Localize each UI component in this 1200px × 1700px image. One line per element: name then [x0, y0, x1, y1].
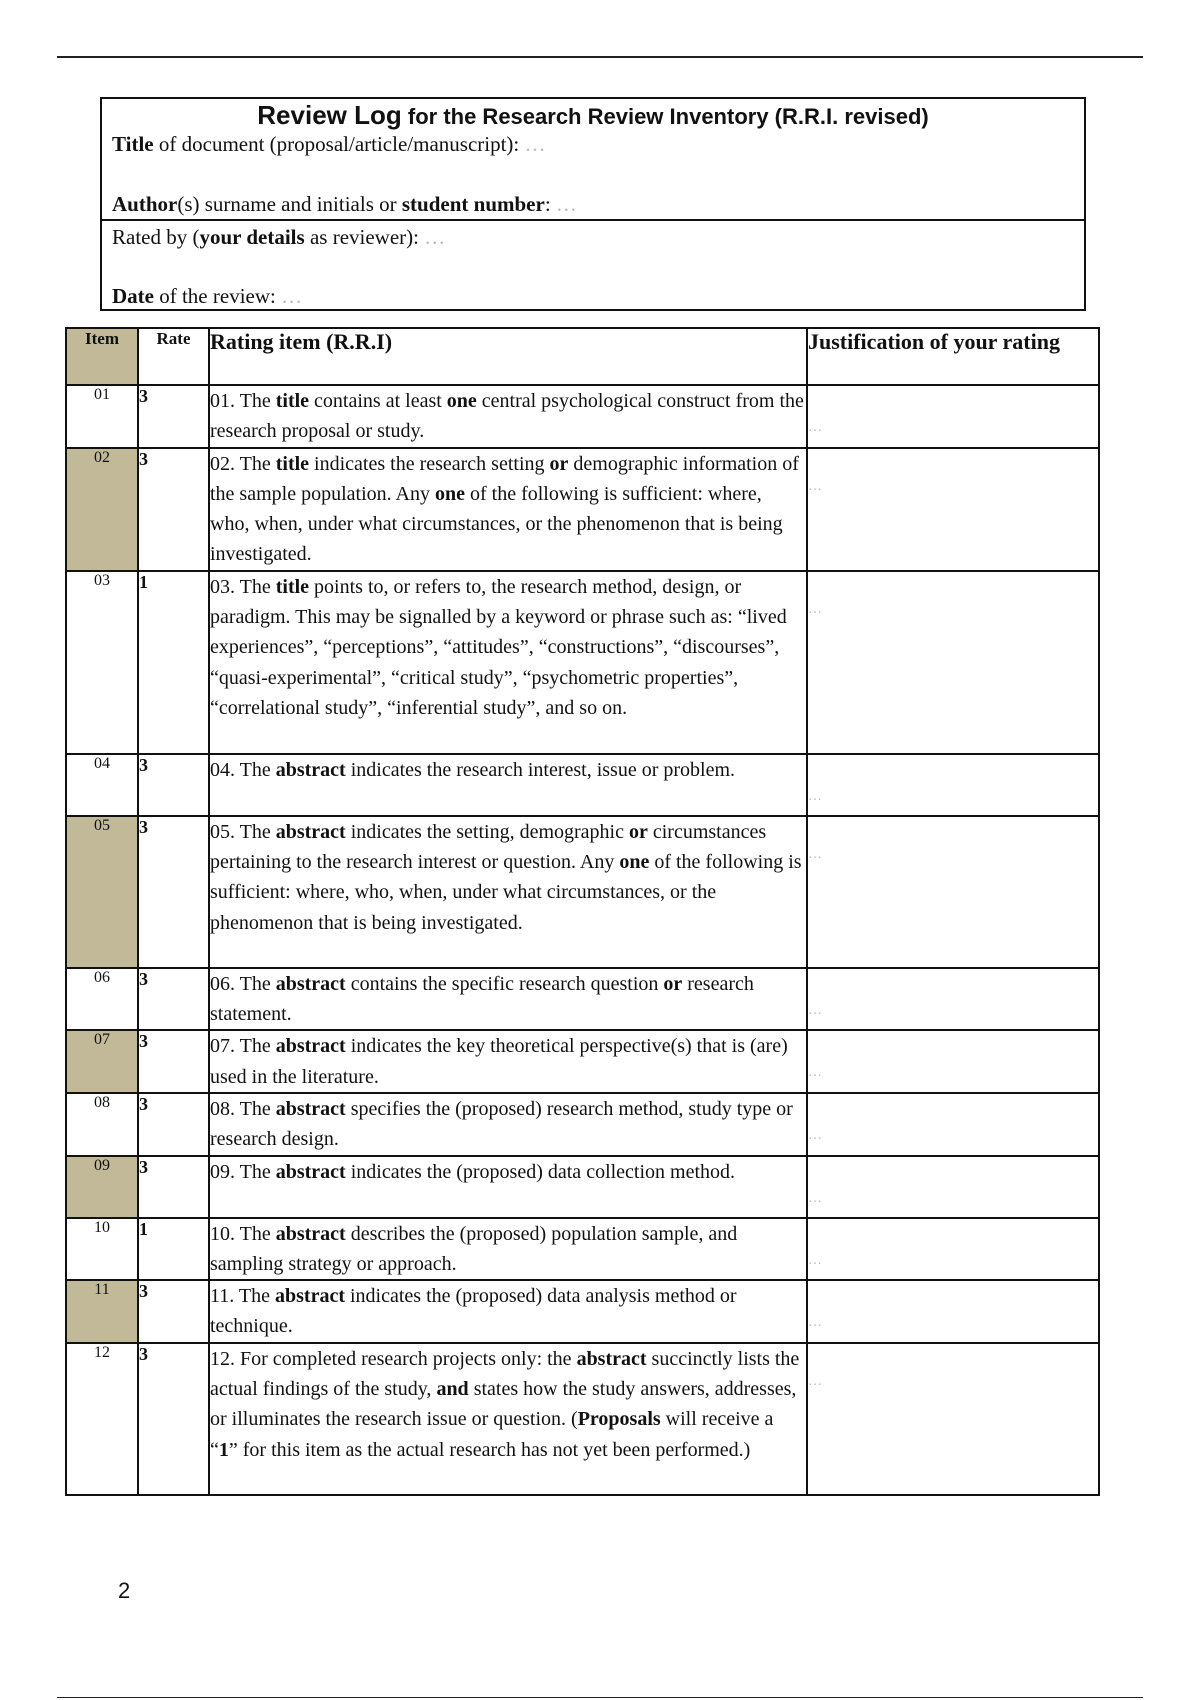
justification-placeholder: … [808, 478, 822, 494]
justification-cell[interactable] [807, 1343, 1099, 1495]
col-header-rating-item: Rating item (R.R.I) [209, 328, 807, 385]
rate-value[interactable]: 3 [138, 1093, 209, 1156]
title-main: Review Log [257, 100, 402, 130]
table-row [66, 816, 1099, 968]
justification-placeholder: … [808, 601, 822, 617]
rate-value[interactable]: 3 [138, 448, 209, 571]
item-number: 04 [66, 754, 138, 816]
justification-cell[interactable] [807, 385, 1099, 448]
justification-cell[interactable] [807, 754, 1099, 816]
justification-placeholder: … [808, 788, 822, 804]
justification-cell[interactable] [807, 571, 1099, 754]
justification-cell[interactable] [807, 1280, 1099, 1343]
rate-value[interactable]: 3 [138, 385, 209, 448]
justification-placeholder: … [808, 420, 822, 435]
rate-value[interactable]: 3 [138, 1030, 209, 1093]
justification-placeholder: … [808, 1190, 822, 1206]
table-row [66, 1218, 1099, 1281]
top-rule [57, 56, 1143, 58]
col-header-rate: Rate [138, 328, 209, 385]
table-row [66, 1156, 1099, 1218]
rating-item-text: 09. The abstract indicates the (proposed) data collection method. [209, 1156, 807, 1218]
table-row [66, 754, 1099, 816]
justification-cell[interactable] [807, 968, 1099, 1031]
table-header-row [66, 328, 1099, 385]
table-row [66, 1280, 1099, 1343]
justification-cell[interactable] [807, 1093, 1099, 1156]
item-number: 03 [66, 571, 138, 754]
rating-item-text: 02. The title indicates the research setting or demographic information of the sample population. Any one of the following is sufficient: where, who, when, under what circumstances, or the phenomenon that is being investigated. [209, 448, 807, 571]
justification-cell[interactable] [807, 816, 1099, 968]
review-log-header [100, 97, 1086, 311]
author-field: Author(s) surname and initials or student number: … [112, 192, 577, 216]
page-number: 2 [118, 1578, 131, 1603]
rating-item-text: 08. The abstract specifies the (proposed) research method, study type or research design. [209, 1093, 807, 1156]
rating-item-text: 01. The title contains at least one central psychological construct from the research proposal or study. [209, 385, 807, 448]
rating-item-text: 07. The abstract indicates the key theoretical perspective(s) that is (are) used in the literature. [209, 1030, 807, 1093]
date-field: Date of the review: … [112, 284, 303, 308]
justification-cell[interactable] [807, 1218, 1099, 1281]
rating-item-text: 05. The abstract indicates the setting, demographic or circumstances pertaining to the research interest or question. Any one of the following is sufficient: where, who, when, under what circumstances, or the phenomenon that is being investigated. [209, 816, 807, 968]
item-number: 02 [66, 448, 138, 571]
rated-by-field: Rated by (your details as reviewer): … [112, 225, 446, 249]
justification-cell[interactable] [807, 1156, 1099, 1218]
item-number: 08 [66, 1093, 138, 1156]
table-row [66, 1093, 1099, 1156]
rating-item-text: 10. The abstract describes the (proposed) population sample, and sampling strategy or approach. [209, 1218, 807, 1281]
rate-value[interactable]: 1 [138, 1218, 209, 1281]
rating-item-text: 03. The title points to, or refers to, the research method, design, or paradigm. This may be signalled by a keyword or phrase such as: “lived experiences”, “perceptions”, “attitudes”, “constructions”, “discourses”, “quasi-experimental”, “critical study”, “psychometric properties”, “correlational study”, “inferential study”, and so on. [209, 571, 807, 754]
rating-item-text: 06. The abstract contains the specific research question or research statement. [209, 968, 807, 1031]
rate-value[interactable]: 3 [138, 816, 209, 968]
rating-item-text: 12. For completed research projects only: the abstract succinctly lists the actual findings of the study, and states how the study answers, addresses, or illuminates the research issue or question. (Proposals will receive a “1” for this item as the actual research has not yet been performed.) [209, 1343, 807, 1495]
item-number: 06 [66, 968, 138, 1031]
header-divider [102, 219, 1084, 221]
justification-placeholder: … [808, 1127, 822, 1143]
col-header-item: Item [66, 328, 138, 385]
document-title-value[interactable]: … [524, 132, 546, 156]
rate-value[interactable]: 3 [138, 1280, 209, 1343]
table-row [66, 385, 1099, 448]
item-number: 11 [66, 1280, 138, 1343]
item-number: 05 [66, 816, 138, 968]
justification-placeholder: … [808, 1065, 822, 1081]
table-row [66, 571, 1099, 754]
author-value[interactable]: … [555, 192, 577, 216]
rate-value[interactable]: 3 [138, 1343, 209, 1495]
item-number: 01 [66, 385, 138, 448]
rate-value[interactable]: 3 [138, 968, 209, 1031]
justification-cell[interactable] [807, 1030, 1099, 1093]
justification-cell[interactable] [807, 448, 1099, 571]
rate-value[interactable]: 1 [138, 571, 209, 754]
rating-item-text: 11. The abstract indicates the (proposed) data analysis method or technique. [209, 1280, 807, 1343]
rate-value[interactable]: 3 [138, 754, 209, 816]
justification-placeholder: … [808, 1002, 822, 1018]
bottom-rule [57, 1697, 1143, 1698]
col-header-justification: Justification of your rating [807, 328, 1099, 385]
justification-placeholder: … [808, 1373, 822, 1389]
table-row [66, 448, 1099, 571]
rate-value[interactable]: 3 [138, 1156, 209, 1218]
rated-by-value[interactable]: … [424, 225, 446, 249]
item-number: 07 [66, 1030, 138, 1093]
table-row [66, 1030, 1099, 1093]
item-number: 12 [66, 1343, 138, 1495]
rating-table [65, 327, 1100, 1496]
date-value[interactable]: … [281, 284, 303, 308]
item-number: 10 [66, 1218, 138, 1281]
document-title-field: Title of document (proposal/article/manuscript): … [112, 132, 546, 156]
justification-placeholder: … [808, 1315, 822, 1331]
title-rest: for the Research Review Inventory (R.R.I. revised) [401, 104, 929, 129]
justification-placeholder: … [808, 1252, 822, 1268]
table-row [66, 1343, 1099, 1495]
rating-item-text: 04. The abstract indicates the research interest, issue or problem. [209, 754, 807, 816]
item-number: 09 [66, 1156, 138, 1218]
table-row [66, 968, 1099, 1031]
justification-placeholder: … [808, 846, 822, 862]
